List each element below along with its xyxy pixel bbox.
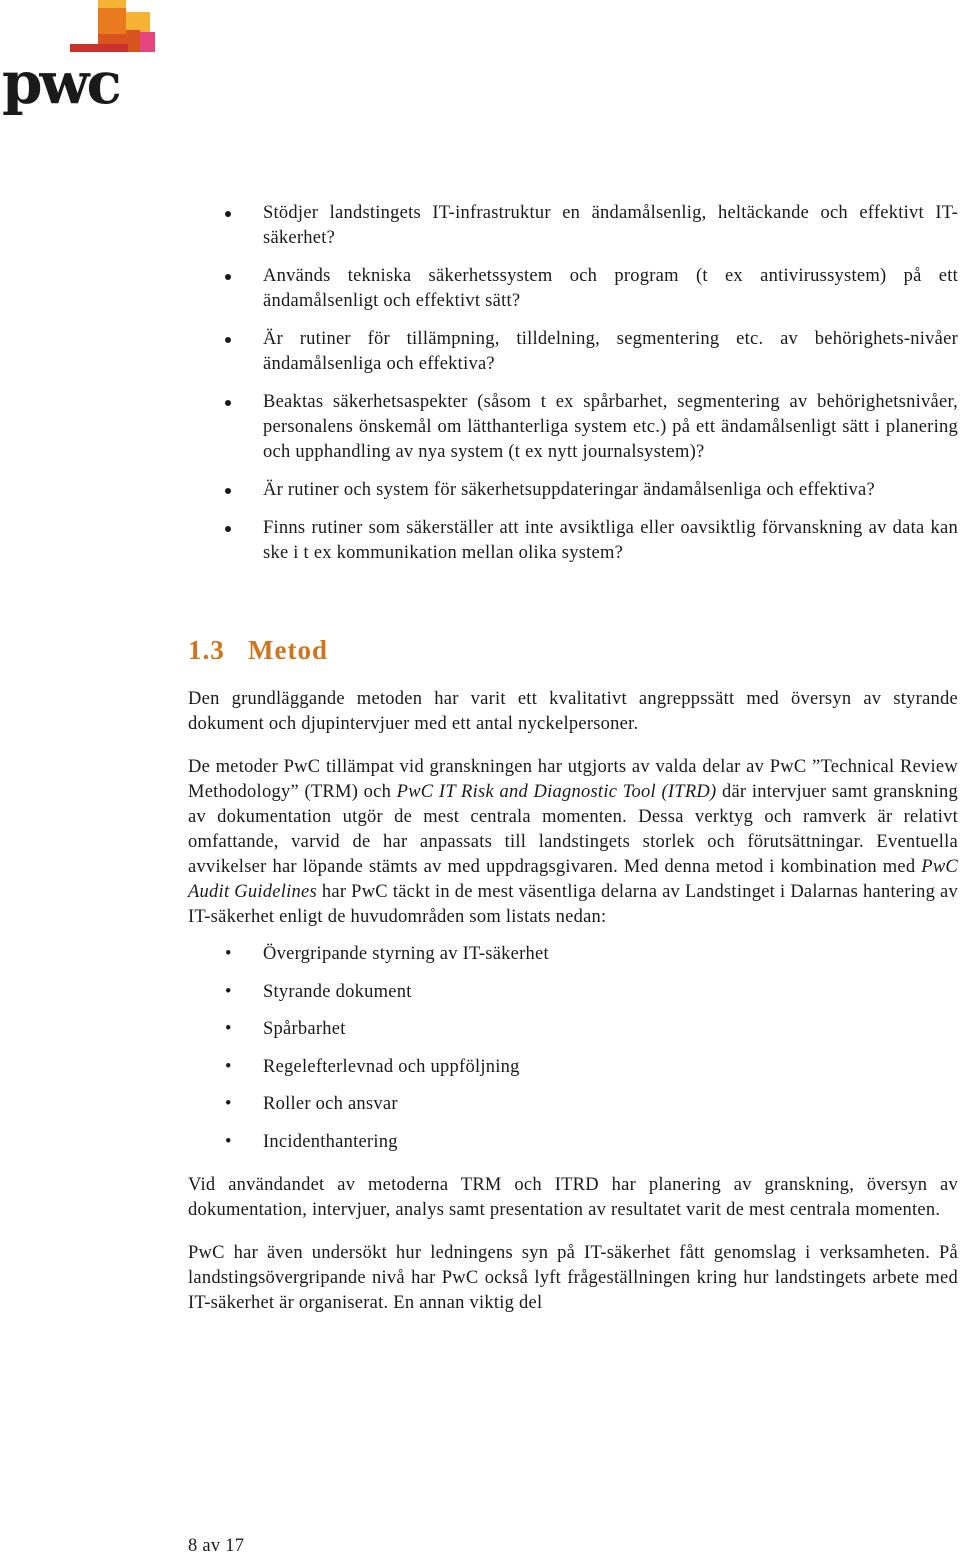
tool-name: PwC IT Risk and Diagnostic Tool (ITRD) <box>396 782 717 802</box>
paragraph-management: PwC har även undersökt hur ledningens syn på IT-säkerhet fått genomslag i verksamheten. På landstingsövergripande nivå har PwC också lyft frågeställningen kring hur landstingets arbete med IT-säkerhet är organiserat. En annan viktig del <box>188 1242 958 1313</box>
list-item <box>225 1017 958 1042</box>
area-text: Regelefterlevnad och uppföljning <box>263 1056 520 1077</box>
logo-text: pwc <box>2 49 119 117</box>
question-text: Beaktas säkerhetsaspekter (såsom t ex spårbarhet, segmentering av behörighetsnivåer, personalens önskemål om lätthanterliga system etc.) på ett ändamålsenligt sätt i planering och upphandling av nya system (t ex nytt journalsystem)? <box>263 392 958 462</box>
bullet-icon: • <box>225 1019 232 1040</box>
bullet-icon <box>225 337 231 343</box>
paragraph-text: har PwC täckt in de mest väsentliga delarna av Landstinget i Dalarnas hantering av IT-säkerhet enligt de huvudområden som listats nedan: <box>188 882 958 927</box>
list-item <box>225 1055 958 1080</box>
pwc-logo <box>0 0 160 120</box>
area-text: Roller och ansvar <box>263 1094 398 1115</box>
bullet-icon: • <box>225 1094 232 1115</box>
bullet-icon <box>225 211 231 217</box>
question-text: Finns rutiner som säkerställer att inte avsiktliga eller oavsiktlig förvanskning av data kan ske i t ex kommunikation mellan olika system? <box>263 518 958 563</box>
bullet-icon: • <box>225 1056 232 1077</box>
list-item <box>263 478 958 503</box>
bullet-icon: • <box>225 1131 232 1152</box>
section-heading <box>188 633 958 667</box>
guideline-name: PwC Audit Guidelines <box>188 857 958 902</box>
area-list <box>188 942 958 1155</box>
paragraph-method-intro: Den grundläggande metoden har varit ett kvalitativt angreppssätt med översyn av styrande dokument och djupintervjuer med ett antal nyckelpersoner. <box>188 689 958 734</box>
list-item <box>225 980 958 1005</box>
question-text: Används tekniska säkerhetssystem och program (t ex antivirussystem) på ett ändamålsenligt och effektivt sätt? <box>263 266 958 311</box>
area-text: Spårbarhet <box>263 1019 346 1040</box>
section-number: 1.3 <box>188 635 225 665</box>
area-text: Styrande dokument <box>263 981 412 1002</box>
list-item <box>263 201 958 251</box>
paragraph-trm-itrd: Vid användandet av metoderna TRM och ITRD har planering av granskning, översyn av dokumentation, intervjuer, analys samt presentation av resultatet varit de mest centrala momenten. <box>188 1174 958 1220</box>
list-item <box>225 1092 958 1117</box>
question-text: Är rutiner för tillämpning, tilldelning, segmentering etc. av behörighets-nivåer ändamålsenliga och effektiva? <box>263 329 958 374</box>
paragraph-methodology <box>188 755 958 930</box>
bullet-icon <box>225 400 231 406</box>
list-item <box>263 390 958 465</box>
document-content <box>188 201 958 1316</box>
bullet-icon <box>225 526 231 532</box>
bullet-icon: • <box>225 944 232 964</box>
paragraph-text: De metoder PwC tillämpat vid granskningen har utgjorts av valda delar av PwC ”Technical Review Methodology” (TRM) och <box>188 757 958 802</box>
question-list <box>188 201 958 566</box>
bullet-icon: • <box>225 981 232 1002</box>
list-item <box>263 327 958 377</box>
bullet-icon <box>225 274 231 280</box>
question-text: Är rutiner och system för säkerhetsuppdateringar ändamålsenliga och effektiva? <box>263 480 875 500</box>
list-item <box>263 516 958 566</box>
section-title: Metod <box>248 635 328 665</box>
question-text: Stödjer landstingets IT-infrastruktur en ändamålsenlig, heltäckande och effektivt IT-säkerhet? <box>263 203 958 248</box>
bullet-icon <box>225 488 231 494</box>
list-item <box>225 1130 958 1155</box>
page-number: 8 av 17 <box>188 1536 245 1556</box>
paragraph-text: där intervjuer samt granskning av dokumentation utgör de mest centrala momenten. Dessa verktyg och ramverk är relativt omfattande, varvid de har anpassats till landstingets storlek och förutsättningar. Eventuella avvikelser har löpande stämts av med uppdragsgivaren. Med denna metod i kombination med <box>188 782 958 877</box>
area-text: Övergripande styrning av IT-säkerhet <box>263 944 549 964</box>
area-text: Incidenthantering <box>263 1131 398 1152</box>
list-item <box>263 264 958 314</box>
list-item <box>225 942 958 967</box>
